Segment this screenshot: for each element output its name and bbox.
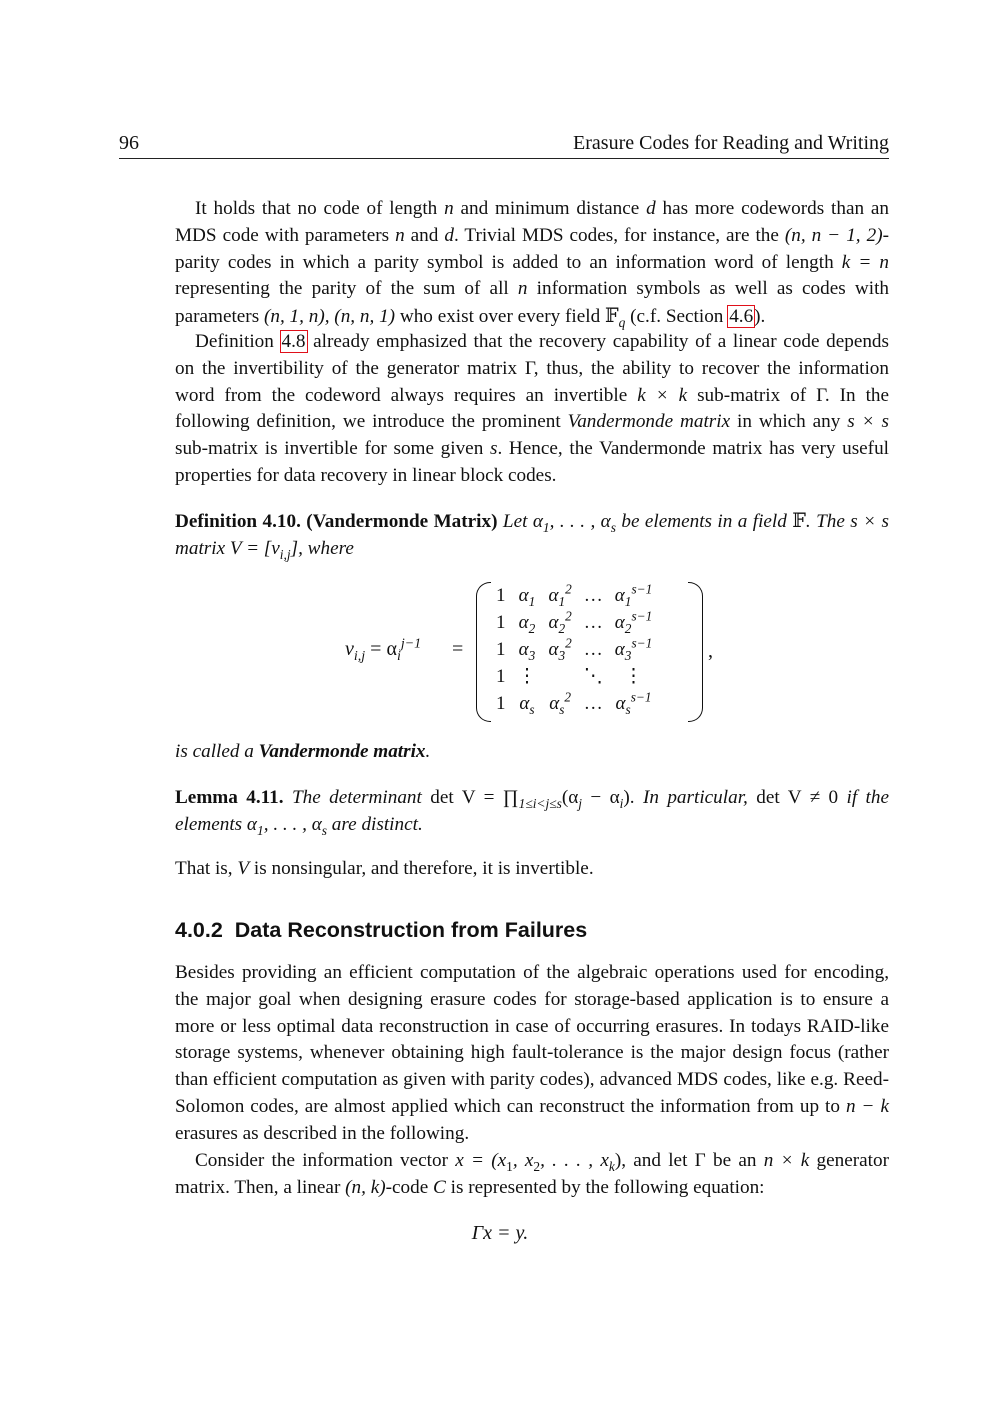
paragraph-reconstruction: Besides providing an efficient computation of the algebraic operations used for encoding, the major goal when designing erasure codes for storage-based application is to ensure a more or less optimal data reconstruction in case of occurring erasures. In todays RAID-like storage systems, whenever obtaining high fault-tolerance is the major design focus (rather than efficient computation as given with parity codes), advanced MDS codes, like e.g. Reed-Solomon codes, are almost applied which can reconstruct the information from up to n − k erasures as described in the following. [175,962,889,1144]
matrix-row: 1 $\alpha_1$ $\alpha_1^2$ … $\alpha_1^{s-1}$ [496,581,653,609]
paragraph-information-vector: Consider the information vector $x = (x_1$, $x_2$, . . . , $x_k$), and let Γ be an n × k generator matrix. Then, a linear (n, k)-code C is represented by the following equation: [175,1150,889,1198]
definition-4-8-link[interactable]: 4.8 [281,331,306,352]
vandermonde-equation [0,578,1000,728]
matrix-row: 1 $\alpha_s$ $\alpha_s^2$ … $\alpha_s^{s-1}$ [496,689,652,717]
matrix-row: 1 $\alpha_3$ $\alpha_3^2$ … $\alpha_3^{s-1}$ [496,635,653,663]
matrix-left-paren [476,582,491,722]
page-number: 96 [119,132,139,154]
running-title: Erasure Codes for Reading and Writing [573,132,889,154]
vandermonde-matrix [490,582,658,717]
header-rule [119,158,889,159]
equals-sign: = [452,638,464,660]
section-4-6-link[interactable]: 4.6 [729,306,754,328]
matrix-entry-definition: $v_{i,j} = \alpha_i^{j-1}$ [345,636,422,664]
section-heading: 4.0.2 Data Reconstruction from Failures [175,918,588,942]
generator-equation: Γx = y. [471,1222,529,1244]
paragraph-mds-intro: It holds that no code of length n and minimum distance d has more codewords than an MDS code with parameters n and d. Trivial MDS codes, for instance, are the (n, n − 1, 2)-parity codes in which a parity symbol is added to an information word of length k = n representing the parity of the sum of all n information symbols as well as codes with parameters (n, 1, n), (n, n, 1) who exist over every field 𝔽$_q$ (c.f. Section 4.6). [175,198,889,331]
matrix-right-paren [688,582,703,722]
matrix-comma: , [708,640,713,662]
matrix-row: 1 $\alpha_2$ $\alpha_2^2$ … $\alpha_2^{s-1}$ [496,608,653,636]
paragraph-recovery: Definition 4.8 already emphasized that the recovery capability of a linear code depends on the invertibility of the generator matrix Γ, thus, the ability to recover the information word from the codeword always requires an invertible k × k sub-matrix of Γ. In the following definition, we introduce the prominent Vandermonde matrix in which any s × s sub-matrix is invertible for some given s. Hence, the Vandermonde matrix has very useful properties for data recovery in linear block codes. [175,331,890,486]
paragraph-invertible: That is, V is nonsingular, and therefore, it is invertible. [175,858,594,879]
definition-heading: Definition 4.10. (Vandermonde Matrix) [175,511,498,532]
definition-conclusion: is called a Vandermonde matrix. [175,741,431,762]
definition-4-10: Definition 4.10. (Vandermonde Matrix) Let $\alpha_1$, . . . , $\alpha_s$ be elements in a field 𝔽. The s × s matrix $V = [v_{i,j}]$, where [175,509,889,562]
lemma-4-11: Lemma 4.11. The determinant $\det V = \prod_{1\le i<j\le s}(\alpha_j - \alpha_i)$. In particular, det V ≠ 0 if the elements $\alpha_1$, . . . , $\alpha_s$ are distinct. [175,787,889,838]
lemma-heading: Lemma 4.11. [175,787,284,808]
matrix-row: 1 ⋮ ⋱ ⋮ [496,665,644,687]
